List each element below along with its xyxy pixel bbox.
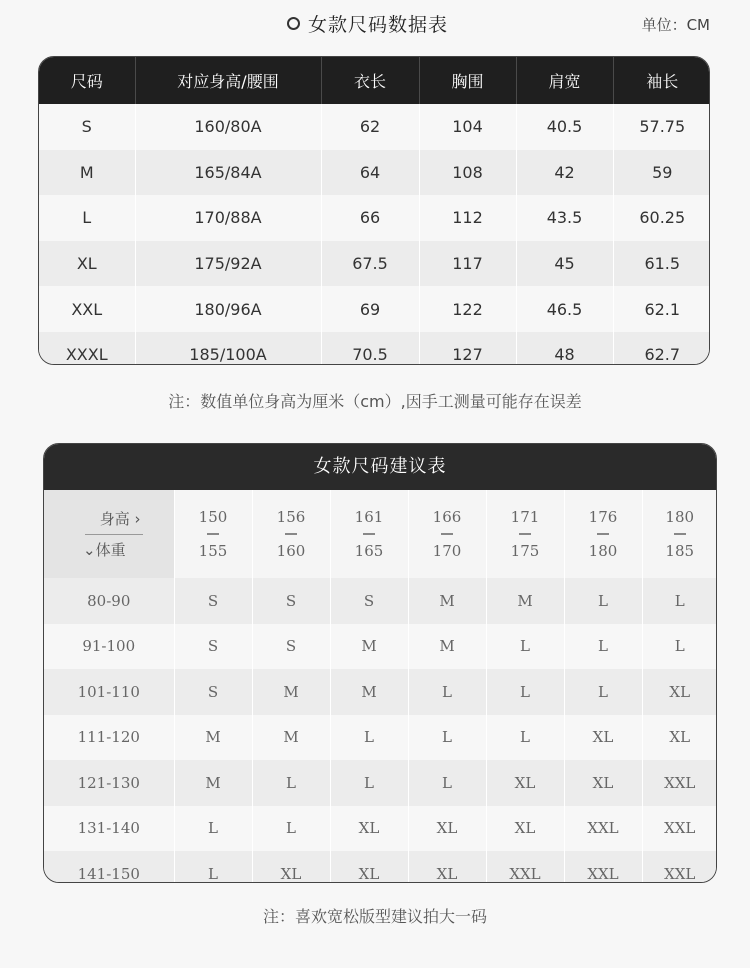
weight-range-cell: 101-110 (44, 669, 174, 715)
size-cell: M (174, 715, 252, 761)
size-cell: XXL (642, 806, 717, 852)
table-row (44, 760, 717, 806)
header-cell: 袖长 (613, 57, 710, 104)
size-recommendation-table (43, 443, 717, 883)
size-cell: XL (564, 715, 642, 761)
table-cell: 46.5 (516, 286, 613, 332)
table-row (44, 806, 717, 852)
table-cell: 117 (419, 241, 516, 287)
table-row (44, 715, 717, 761)
height-range-end: 160 (276, 542, 306, 560)
size-cell: L (642, 624, 717, 670)
size-data-table (38, 56, 710, 365)
range-dash (441, 533, 453, 535)
height-range-end: 165 (354, 542, 384, 560)
height-range-end: 175 (510, 542, 540, 560)
table-cell: 61.5 (613, 241, 710, 287)
table-cell: 42 (516, 150, 613, 196)
range-dash (285, 533, 297, 535)
weight-axis-label: ⌄体重 (83, 540, 126, 559)
height-range-cell (564, 490, 642, 578)
size-cell: M (252, 669, 330, 715)
size-cell: M (408, 578, 486, 624)
size-cell: L (408, 669, 486, 715)
table-cell: 69 (321, 286, 419, 332)
height-range-end: 155 (198, 542, 228, 560)
size-cell: XXL (642, 760, 717, 806)
height-range-cell (642, 490, 717, 578)
table-cell: 180/96A (135, 286, 321, 332)
size-cell: XL (408, 851, 486, 883)
table-cell: 60.25 (613, 195, 710, 241)
table-row (39, 332, 710, 365)
size-cell: L (408, 760, 486, 806)
size-cell: XXL (642, 851, 717, 883)
height-range-start: 180 (665, 508, 695, 526)
size-cell: XL (564, 760, 642, 806)
table-cell: 108 (419, 150, 516, 196)
table-cell: 127 (419, 332, 516, 365)
table-cell: S (39, 104, 135, 150)
table-cell: 59 (613, 150, 710, 196)
table-cell: XXXL (39, 332, 135, 365)
height-range-end: 180 (588, 542, 618, 560)
page-title: 女款尺码数据表 (308, 14, 449, 36)
fit-note: 注：喜欢宽松版型建议拍大一码 (262, 907, 487, 926)
height-range-cell (330, 490, 408, 578)
size-cell: XXL (564, 806, 642, 852)
size-cell: L (408, 715, 486, 761)
header-cell: 胸围 (419, 57, 516, 104)
range-dash (519, 533, 531, 535)
height-range-cell (174, 490, 252, 578)
height-range-cell (408, 490, 486, 578)
table-row (44, 851, 717, 883)
header-cell: 衣长 (321, 57, 419, 104)
size-cell: L (564, 669, 642, 715)
corner-cell (44, 490, 174, 578)
header-cell: 尺码 (39, 57, 135, 104)
table-cell: XXL (39, 286, 135, 332)
unit-label: 单位：CM (641, 16, 710, 34)
size-cell: L (642, 578, 717, 624)
range-dash (674, 533, 686, 535)
weight-range-cell: 121-130 (44, 760, 174, 806)
size-cell: L (252, 760, 330, 806)
size-cell: XL (486, 760, 564, 806)
recommendation-title: 女款尺码建议表 (44, 444, 716, 490)
height-range-cell (252, 490, 330, 578)
height-range-cell (486, 490, 564, 578)
table-cell: 62.1 (613, 286, 710, 332)
size-cell: XL (330, 806, 408, 852)
size-cell: S (174, 624, 252, 670)
page-header (0, 0, 750, 45)
table-row (39, 241, 710, 287)
table-row (39, 195, 710, 241)
header-cell: 肩宽 (516, 57, 613, 104)
height-range-start: 150 (198, 508, 228, 526)
table-cell: 40.5 (516, 104, 613, 150)
size-cell: XL (408, 806, 486, 852)
size-cell: L (174, 851, 252, 883)
table-cell: 62 (321, 104, 419, 150)
header-cell: 对应身高/腰围 (135, 57, 321, 104)
height-range-end: 185 (665, 542, 695, 560)
size-cell: L (564, 578, 642, 624)
circle-bullet-icon (287, 17, 300, 30)
table-cell: 66 (321, 195, 419, 241)
table-cell: 160/80A (135, 104, 321, 150)
height-range-start: 176 (588, 508, 618, 526)
size-cell: XL (486, 806, 564, 852)
table-cell: 67.5 (321, 241, 419, 287)
size-cell: L (564, 624, 642, 670)
table-row (39, 150, 710, 196)
size-cell: L (486, 715, 564, 761)
weight-range-cell: 141-150 (44, 851, 174, 883)
table-cell: 112 (419, 195, 516, 241)
height-range-start: 156 (276, 508, 306, 526)
range-dash (597, 533, 609, 535)
height-axis-label: 身高 › (99, 509, 141, 528)
size-cell: S (174, 578, 252, 624)
table-row (44, 669, 717, 715)
measurement-note: 注：数值单位身高为厘米（cm）,因手工测量可能存在误差 (168, 392, 582, 411)
weight-range-cell: 91-100 (44, 624, 174, 670)
table-row (39, 104, 710, 150)
size-cell: L (486, 669, 564, 715)
table-cell: M (39, 150, 135, 196)
weight-range-cell: 131-140 (44, 806, 174, 852)
size-cell: L (252, 806, 330, 852)
height-header-row (44, 490, 717, 578)
table-row (44, 578, 717, 624)
table-cell: 175/92A (135, 241, 321, 287)
size-cell: M (174, 760, 252, 806)
table-cell: 185/100A (135, 332, 321, 365)
size-data-header-row (39, 57, 710, 104)
size-cell: M (408, 624, 486, 670)
size-cell: M (330, 669, 408, 715)
table-cell: 43.5 (516, 195, 613, 241)
table-cell: 104 (419, 104, 516, 150)
size-cell: L (330, 760, 408, 806)
size-cell: XL (252, 851, 330, 883)
size-cell: S (330, 578, 408, 624)
table-cell: XL (39, 241, 135, 287)
size-cell: M (252, 715, 330, 761)
size-cell: S (252, 624, 330, 670)
table-cell: 62.7 (613, 332, 710, 365)
size-cell: L (486, 624, 564, 670)
table-cell: 170/88A (135, 195, 321, 241)
size-cell: S (174, 669, 252, 715)
size-cell: XL (330, 851, 408, 883)
size-cell: L (330, 715, 408, 761)
height-range-start: 166 (432, 508, 462, 526)
table-cell: 70.5 (321, 332, 419, 365)
corner-divider (85, 534, 143, 535)
range-dash (363, 533, 375, 535)
size-cell: XXL (486, 851, 564, 883)
size-cell: XL (642, 669, 717, 715)
table-cell: 57.75 (613, 104, 710, 150)
height-range-end: 170 (432, 542, 462, 560)
table-cell: 45 (516, 241, 613, 287)
table-cell: L (39, 195, 135, 241)
size-cell: M (330, 624, 408, 670)
table-row (39, 286, 710, 332)
size-cell: S (252, 578, 330, 624)
table-cell: 64 (321, 150, 419, 196)
weight-range-cell: 80-90 (44, 578, 174, 624)
size-cell: M (486, 578, 564, 624)
weight-range-cell: 111-120 (44, 715, 174, 761)
table-cell: 48 (516, 332, 613, 365)
range-dash (207, 533, 219, 535)
table-row (44, 624, 717, 670)
size-cell: L (174, 806, 252, 852)
size-cell: XXL (564, 851, 642, 883)
size-cell: XL (642, 715, 717, 761)
table-cell: 165/84A (135, 150, 321, 196)
height-range-start: 171 (510, 508, 540, 526)
height-range-start: 161 (354, 508, 384, 526)
table-cell: 122 (419, 286, 516, 332)
